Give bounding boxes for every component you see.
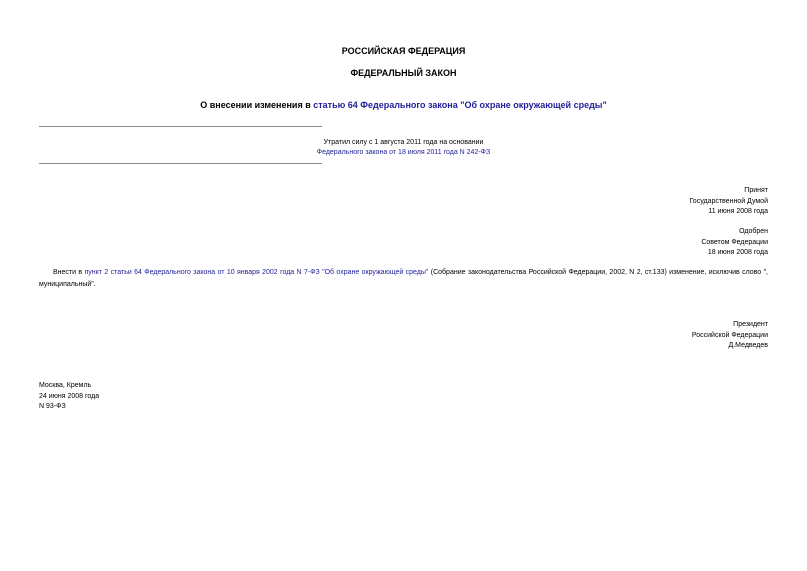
law-title bbox=[0, 100, 807, 111]
law-type-heading: ФЕДЕРАЛЬНЫЙ ЗАКОН bbox=[350, 68, 457, 78]
repeal-note-line2 bbox=[0, 148, 807, 158]
adopted-line2: Государственной Думой bbox=[689, 197, 768, 205]
approved-block bbox=[701, 227, 768, 259]
top-divider bbox=[39, 126, 322, 127]
footer-block bbox=[39, 381, 99, 413]
country-heading: РОССИЙСКАЯ ФЕДЕРАЦИЯ bbox=[341, 46, 466, 56]
law-title-link[interactable]: статью 64 Федерального закона "Об охране окружающей среды" bbox=[313, 100, 607, 110]
bottom-divider bbox=[39, 163, 322, 164]
footer-place: Москва, Кремль bbox=[39, 382, 92, 389]
signature-line2: Российской Федерации bbox=[691, 331, 768, 339]
approved-line3: 18 июня 2008 года bbox=[707, 249, 768, 256]
repeal-note-link[interactable]: Федерального закона от 18 июля 2011 года N 242-ФЗ bbox=[316, 149, 491, 156]
repeal-note-line1: Утратил силу с 1 августа 2011 года на основании bbox=[323, 139, 484, 146]
footer-date: 24 июня 2008 года bbox=[39, 392, 100, 400]
law-title-prefix: О внесении изменения в bbox=[200, 100, 314, 110]
signature-line1: Президент bbox=[733, 321, 768, 328]
footer-number: N 93-ФЗ bbox=[39, 403, 66, 410]
body-prefix: Внести в bbox=[53, 269, 85, 276]
approved-line1: Одобрен bbox=[739, 228, 768, 235]
adopted-block bbox=[689, 186, 768, 218]
body-link[interactable]: пункт 2 статьи 64 Федерального закона от 10 января 2002 года N 7-ФЗ "Об охране окружающей среды" bbox=[84, 269, 429, 276]
body-suffix: (Собрание законодательства Российской Федерации, 2002, N 2, ст.133) изменение, исключив слово ", муниципальный". bbox=[39, 269, 769, 288]
body-paragraph bbox=[39, 267, 768, 291]
signature-block bbox=[692, 320, 768, 352]
approved-line2: Советом Федерации bbox=[701, 238, 768, 246]
signature-line3: Д.Медведев bbox=[728, 342, 768, 349]
adopted-line1: Принят bbox=[744, 187, 768, 194]
adopted-line3: 11 июня 2008 года bbox=[708, 208, 768, 215]
